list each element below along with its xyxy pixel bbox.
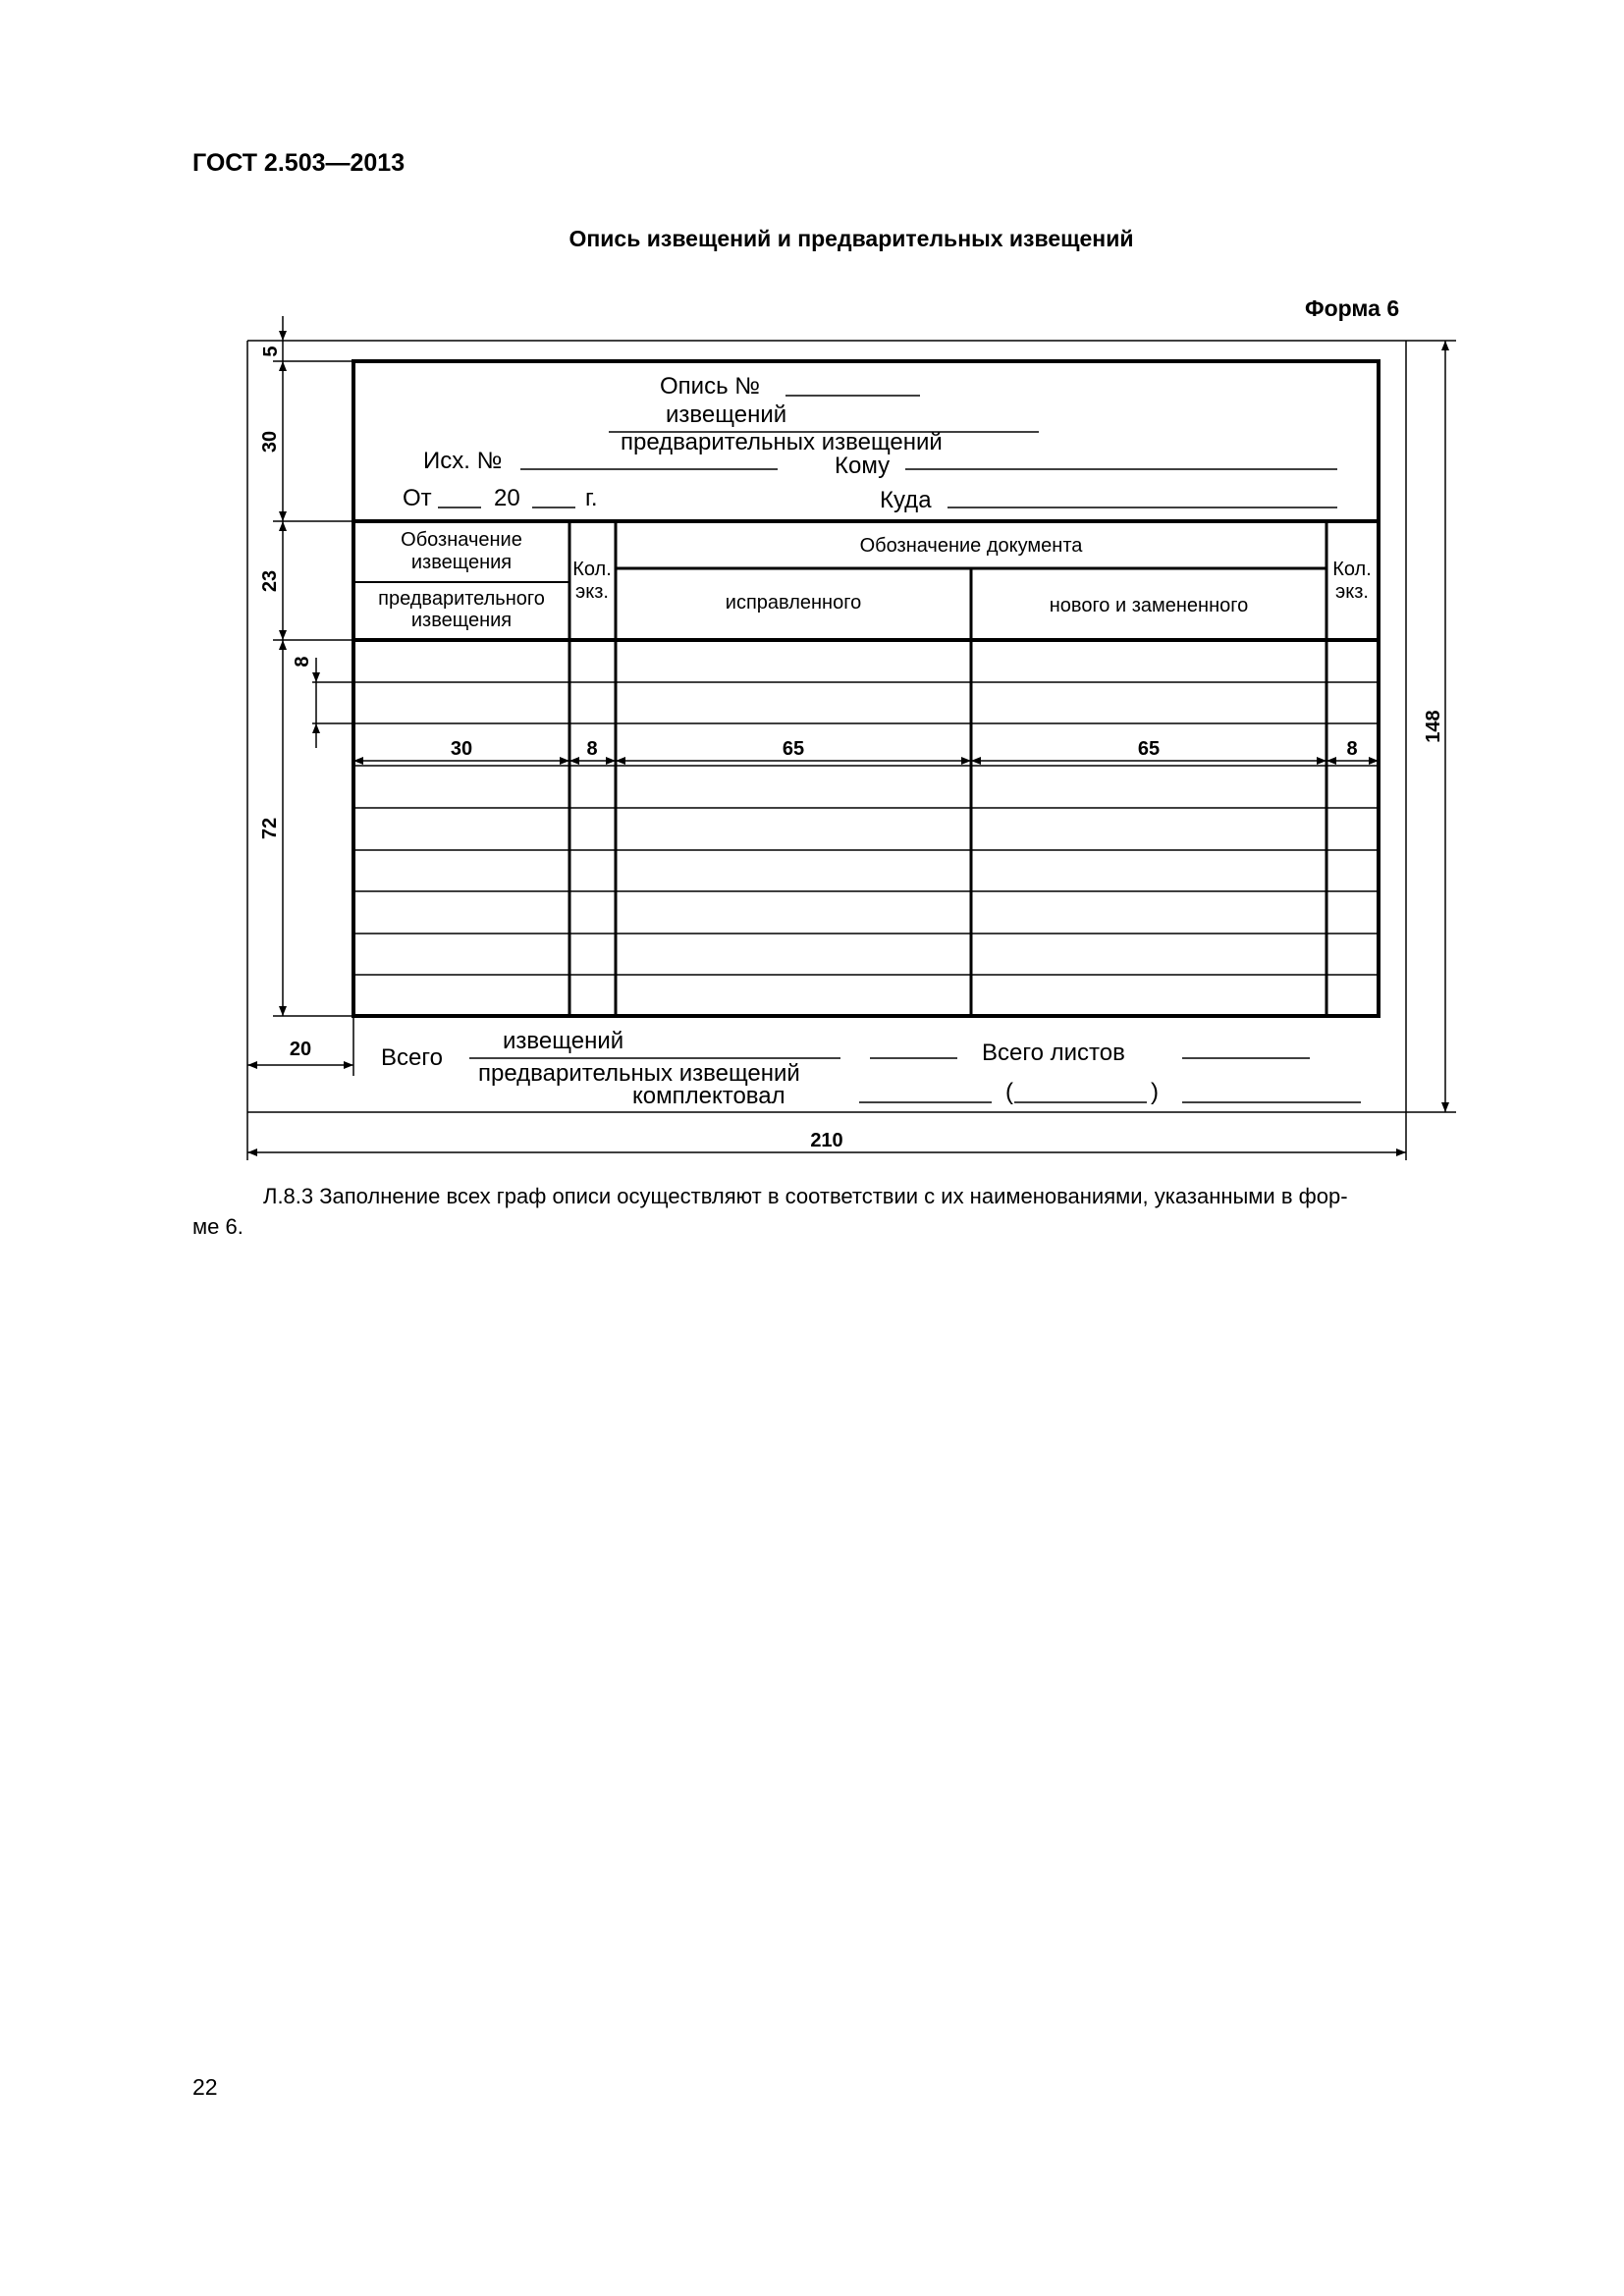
dim-left-margin: 20 [289, 1039, 312, 1060]
footer-paren-close: ) [1151, 1079, 1159, 1105]
col-header-oboz-izv-1: Обозначение [401, 529, 522, 551]
col-header-kol-right-1: Кол. [1332, 559, 1372, 580]
footer-vsego: Всего [381, 1044, 443, 1071]
col-header-kol-2: экз. [575, 581, 609, 603]
form-year-label: 20 [494, 485, 520, 511]
form-title-pred: предварительных извещений [621, 429, 943, 455]
col-header-ispr: исправленного [725, 592, 862, 614]
dim-col-1: 30 [450, 738, 473, 760]
dim-total-height: 148 [1423, 710, 1444, 743]
form-number-label: Форма 6 [1305, 295, 1400, 321]
footer-paren-open: ( [1005, 1079, 1013, 1105]
body-paragraph [192, 1181, 1508, 1242]
form-title-opis: Опись № [660, 373, 760, 400]
col-header-pred-1: предварительного [378, 588, 545, 610]
form-title-izv: извещений [666, 401, 787, 428]
col-header-kol-right-2: экз. [1335, 581, 1369, 603]
col-header-oboz-doc: Обозначение документа [859, 535, 1083, 557]
dim-col-5: 8 [1346, 738, 1358, 760]
dim-total-width: 210 [810, 1130, 843, 1151]
dim-header-height: 30 [259, 430, 281, 454]
page-number: 22 [192, 2074, 218, 2100]
form-g-label: г. [585, 485, 598, 511]
form-ot-label: От [403, 485, 432, 511]
footer-kompl: комплектовал [632, 1083, 785, 1109]
dim-col-2: 8 [586, 738, 598, 760]
dim-table-header-height: 23 [259, 569, 281, 593]
dim-body-height: 72 [259, 817, 281, 840]
dim-col-3: 65 [782, 738, 805, 760]
document-header: ГОСТ 2.503—2013 [192, 149, 406, 177]
col-header-kol-1: Кол. [572, 559, 612, 580]
table-rows [353, 682, 1379, 975]
form-kuda-label: Куда [880, 487, 932, 513]
form-isx-label: Исх. № [423, 448, 503, 474]
col-header-nov: нового и замененного [1049, 595, 1249, 616]
dim-top-margin: 5 [260, 346, 282, 357]
dim-col-4: 65 [1137, 738, 1161, 760]
paragraph-line-1: Л.8.3 Заполнение всех граф описи осуществляют в соответствии с их наименованиями, указанными в фор- [263, 1184, 1348, 1208]
dim-row-height: 8 [292, 656, 313, 667]
form-caption: Опись извещений и предварительных извещений [568, 226, 1134, 251]
form-komu-label: Кому [835, 453, 891, 479]
col-header-oboz-izv-2: извещения [410, 552, 513, 573]
footer-pred: предварительных извещений [478, 1060, 800, 1087]
paragraph-line-2: ме 6. [192, 1214, 244, 1239]
footer-listov: Всего листов [982, 1040, 1125, 1066]
footer-izv: извещений [503, 1028, 624, 1054]
col-header-pred-2: извещения [410, 610, 513, 631]
